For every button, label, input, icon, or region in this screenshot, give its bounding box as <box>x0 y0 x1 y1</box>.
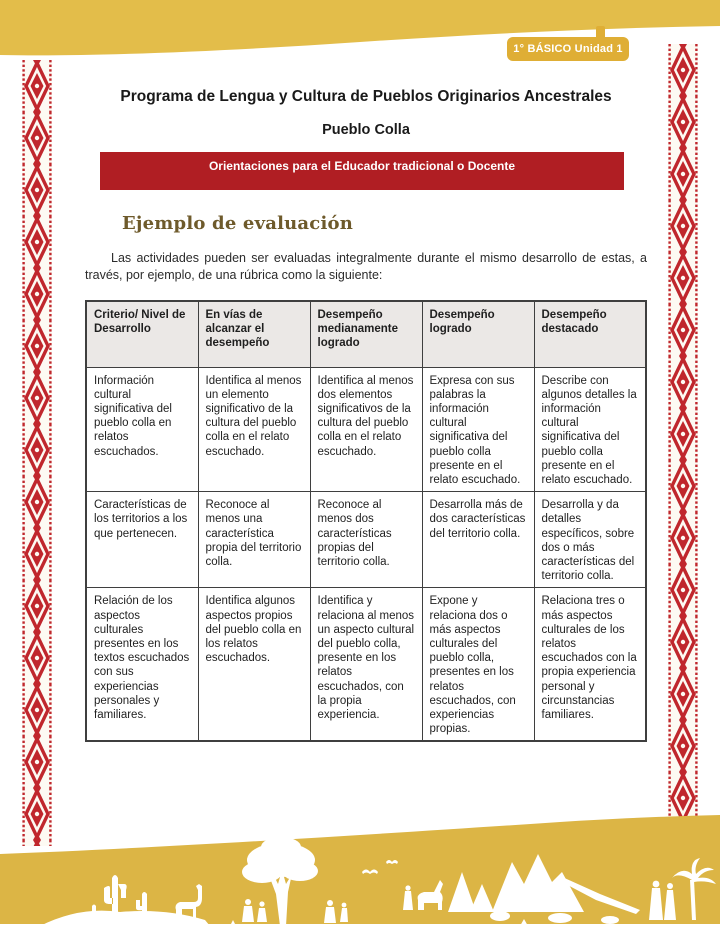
rubric-row-territory-characteristics <box>86 492 646 588</box>
textile-border-right <box>668 44 698 832</box>
rubric-cell: Identifica al menos dos elementos significativos de la cultura del pueblo colla en el relato escuchado. <box>310 367 422 492</box>
rubric-cell: Características de los territorios a los que pertenecen. <box>86 492 198 588</box>
rubric-cell: Reconoce al menos dos características propias del territorio colla. <box>310 492 422 588</box>
rubric-cell: Identifica y relaciona al menos un aspecto cultural del pueblo colla, presente en los relatos escuchados, con la propia experiencia. <box>310 588 422 742</box>
rubric-table <box>85 300 647 742</box>
rubric-header-cell: Desempeño medianamente logrado <box>310 301 422 367</box>
rubric-header-cell: Criterio/ Nivel de Desarrollo <box>86 301 198 367</box>
rubric-cell: Describe con algunos detalles la información cultural significativa del pueblo colla presente en el relato escuchado. <box>534 367 646 492</box>
rubric-row-cultural-information <box>86 367 646 492</box>
rubric-cell: Información cultural significativa del pueblo colla en relatos escuchados. <box>86 367 198 492</box>
rubric-header-cell: En vías de alcanzar el desempeño <box>198 301 310 367</box>
section-heading: Ejemplo de evaluación <box>122 213 353 234</box>
rubric-header-cell: Desempeño logrado <box>422 301 534 367</box>
document-subtitle: Pueblo Colla <box>322 122 410 138</box>
intro-paragraph: Las actividades pueden ser evaluadas integralmente durante el mismo desarrollo de estas, a través, por ejemplo, de una rúbrica como la siguiente: <box>85 251 647 282</box>
document-title: Programa de Lengua y Cultura de Pueblos Originarios Ancestrales <box>120 88 612 105</box>
unit-badge <box>507 37 629 61</box>
rubric-cell: Expone y relaciona dos o más aspectos culturales del pueblo colla, presentes en los relatos escuchados, con experiencias propias. <box>422 588 534 742</box>
footer-illustration <box>0 814 720 932</box>
rubric-cell: Expresa con sus palabras la información cultural significativa del pueblo colla presente en el relato escuchado. <box>422 367 534 492</box>
orientation-banner-label: Orientaciones para el Educador tradicional o Docente <box>208 159 516 173</box>
rubric-cell: Desarrolla más de dos características del territorio colla. <box>422 492 534 588</box>
rubric-row-cultural-relation <box>86 588 646 742</box>
rubric-cell: Reconoce al menos una característica propia del territorio colla. <box>198 492 310 588</box>
unit-badge-label: 1° BÁSICO Unidad 1 <box>513 43 623 55</box>
rubric-cell: Identifica al menos un elemento significativo de la cultura del pueblo colla en el relato escuchado. <box>198 367 310 492</box>
rubric-cell: Relaciona tres o más aspectos culturales de los relatos escuchados con la propia experiencia personal y circunstancias familiares. <box>534 588 646 742</box>
rubric-header-row <box>86 301 646 367</box>
rubric-cell: Identifica algunos aspectos propios del pueblo colla en los relatos escuchados. <box>198 588 310 742</box>
orientation-banner <box>100 152 624 190</box>
rubric-cell: Relación de los aspectos culturales presentes en los textos escuchados con sus experiencias personales y familiares. <box>86 588 198 742</box>
rubric-header-cell: Desempeño destacado <box>534 301 646 367</box>
textile-border-left <box>22 60 52 846</box>
rubric-cell: Desarrolla y da detalles específicos, sobre dos o más características del territorio colla. <box>534 492 646 588</box>
